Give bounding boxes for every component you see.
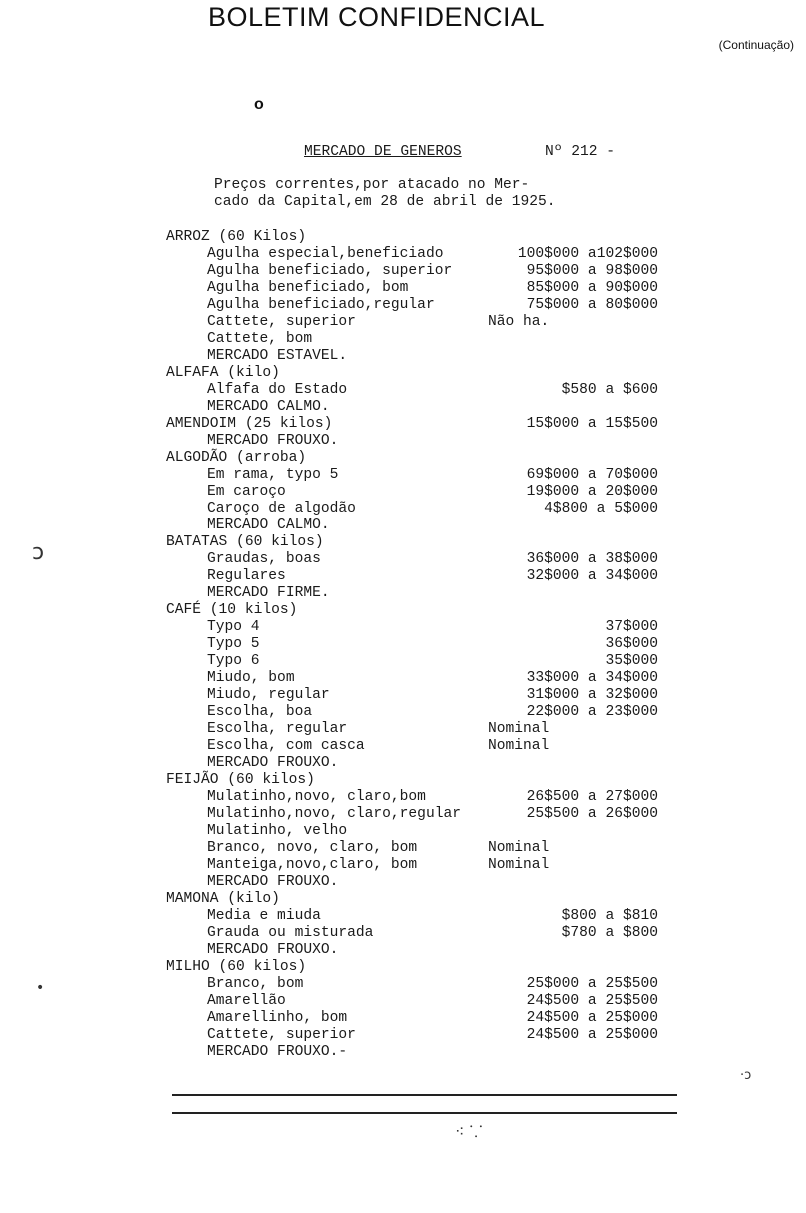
section-heading: MILHO (60 kilos) — [166, 958, 307, 975]
bulletin-number: Nº 212 - — [545, 144, 616, 160]
item-price: 37$000 — [605, 619, 658, 636]
item-name: Branco, novo, claro, bom — [207, 839, 418, 856]
divider-line — [172, 1094, 677, 1096]
item-name: Media e miuda — [207, 907, 321, 924]
intro-paragraph — [214, 177, 556, 211]
item-price: 33$000 a 34$000 — [526, 670, 658, 687]
smudge-mark: ↄ — [32, 540, 45, 565]
item-price: 35$000 — [605, 653, 658, 670]
item-price: Nominal — [488, 856, 550, 873]
market-status: MERCADO FROUXO.- — [207, 1043, 348, 1060]
item-name: Miudo, regular — [207, 687, 330, 704]
item-price: Nominal — [488, 721, 550, 738]
item-name: Cattete, superior — [207, 313, 356, 330]
item-price: 36$000 a 38$000 — [526, 551, 658, 568]
item-price: Nominal — [488, 839, 550, 856]
section-heading: CAFÉ (10 kilos) — [166, 602, 298, 619]
item-name: Typo 5 — [207, 636, 260, 653]
market-status: MERCADO FROUXO. — [207, 873, 339, 890]
market-status: MERCADO FROUXO. — [207, 432, 339, 449]
item-price: 32$000 a 34$000 — [526, 568, 658, 585]
smudge-mark: • — [36, 980, 45, 996]
item-price: 4$800 a 5$000 — [544, 500, 658, 517]
stamp-mark: o — [254, 96, 264, 113]
item-name: Grauda ou misturada — [207, 924, 374, 941]
document-title: MERCADO DE GENEROS — [304, 144, 462, 160]
item-name: Escolha, regular — [207, 721, 348, 738]
item-name: Mulatinho,novo, claro,bom — [207, 789, 426, 805]
market-status: MERCADO FROUXO. — [207, 755, 339, 772]
smudge-mark: ·ↄ — [740, 1068, 752, 1083]
item-price: $580 a $600 — [561, 381, 658, 398]
item-name: Amarellinho, bom — [207, 1009, 348, 1026]
item-price: 25$500 a 26$000 — [526, 805, 658, 822]
section-heading: ALFAFA (kilo) — [166, 364, 280, 381]
item-name: Typo 6 — [207, 653, 260, 670]
item-name: Em caroço — [207, 483, 286, 500]
market-status: MERCADO FROUXO. — [207, 941, 339, 958]
item-name: Amarellão — [207, 992, 286, 1009]
divider-line — [172, 1112, 677, 1114]
section-price: 15$000 a 15$500 — [526, 415, 658, 432]
item-name: Manteiga,novo,claro, bom — [207, 856, 418, 873]
item-name: Mulatinho,novo, claro,regular — [207, 805, 461, 822]
item-price: 25$000 a 25$500 — [526, 975, 658, 992]
bulletin-title: BOLETIM CONFIDENCIAL — [208, 2, 546, 32]
continuation-label: (Continuação) — [718, 38, 794, 52]
market-status: MERCADO CALMO. — [207, 398, 330, 415]
item-price: 69$000 a 70$000 — [526, 466, 658, 483]
section-heading: ARROZ (60 Kilos) — [166, 229, 307, 245]
section-heading: ALGODÃO (arroba) — [166, 449, 307, 466]
market-status: MERCADO CALMO. — [207, 517, 330, 534]
section-heading: AMENDOIM (25 kilos) — [166, 415, 333, 432]
intro-line: cado da Capital,em 28 de abril de 1925. — [214, 194, 556, 210]
item-name: Escolha, boa — [207, 704, 313, 721]
item-name: Graudas, boas — [207, 551, 321, 568]
item-price: 24$500 a 25$500 — [526, 992, 658, 1009]
item-price: 95$000 a 98$000 — [526, 262, 658, 279]
item-price: 19$000 a 20$000 — [526, 483, 658, 500]
item-price: 24$500 a 25$000 — [526, 1026, 658, 1043]
item-name: Alfafa do Estado — [207, 381, 348, 398]
item-price: 75$000 a 80$000 — [526, 296, 658, 313]
item-name: Agulha beneficiado,regular — [207, 296, 435, 313]
item-price: 100$000 a102$000 — [517, 245, 658, 262]
item-price: 85$000 a 90$000 — [526, 279, 658, 296]
item-name: Miudo, bom — [207, 670, 295, 687]
section-heading: MAMONA (kilo) — [166, 890, 280, 907]
intro-line: Preços correntes,por atacado no Mer- — [214, 177, 530, 193]
item-name: Typo 4 — [207, 619, 260, 636]
market-status: MERCADO ESTAVEL. — [207, 347, 348, 364]
item-price: Nominal — [488, 738, 550, 755]
item-price: $780 a $800 — [561, 924, 658, 941]
item-price: Não ha. — [488, 313, 550, 330]
item-name: Mulatinho, velho — [207, 822, 348, 839]
item-name: Cattete, superior — [207, 1026, 356, 1043]
item-name: Em rama, typo 5 — [207, 466, 339, 483]
item-name: Cattete, bom — [207, 330, 313, 347]
item-price: 22$000 a 23$000 — [526, 704, 658, 721]
market-status: MERCADO FIRME. — [207, 585, 330, 602]
item-price: 24$500 a 25$000 — [526, 1009, 658, 1026]
section-heading: FEIJÃO (60 kilos) — [166, 772, 315, 789]
item-price: 31$000 a 32$000 — [526, 687, 658, 704]
item-price: 36$000 — [605, 636, 658, 653]
item-name: Agulha beneficiado, bom — [207, 279, 409, 296]
section-heading: BATATAS (60 kilos) — [166, 534, 324, 551]
item-name: Agulha beneficiado, superior — [207, 262, 453, 279]
item-price: $800 a $810 — [561, 907, 658, 924]
scribble-mark: ⁖ ⸪ — [455, 1122, 483, 1141]
item-name: Regulares — [207, 568, 286, 585]
item-name: Escolha, com casca — [207, 738, 365, 755]
item-name: Branco, bom — [207, 975, 304, 992]
item-name: Caroço de algodão — [207, 500, 356, 517]
item-price: 26$500 a 27$000 — [526, 789, 658, 805]
item-name: Agulha especial,beneficiado — [207, 245, 444, 262]
